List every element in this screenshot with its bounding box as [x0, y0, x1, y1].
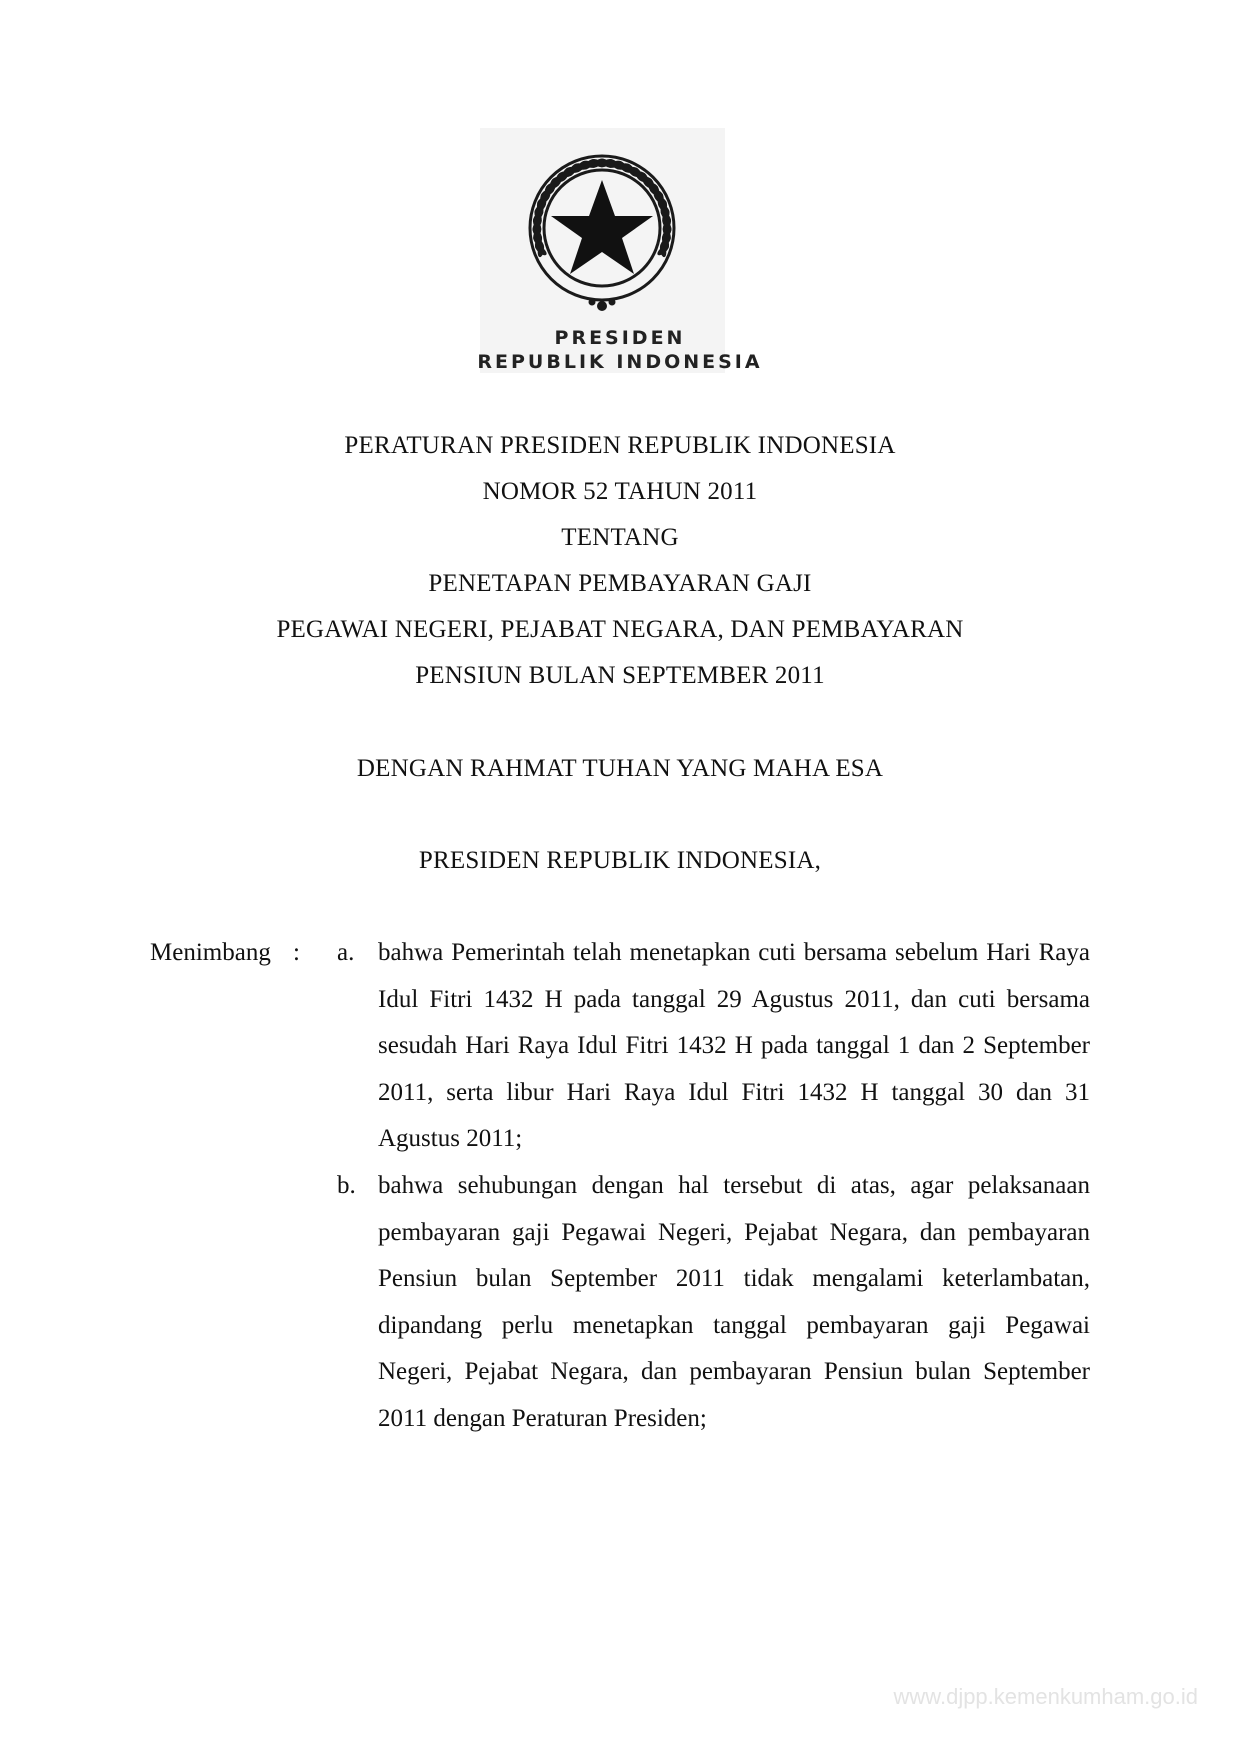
emblem-caption-president: PRESIDEN [554, 327, 686, 349]
considering-label: Menimbang [150, 939, 271, 966]
considering-item-text: bahwa sehubungan dengan hal tersebut di atas, agar pelaksanaan pembayaran gaji Pegawai Negeri, Pejabat Negara, dan pembayaran Pensiun bulan September 2011 tidak mengalami keterlambatan, dipandang perlu menetapkan tanggal pembayaran gaji Pegawai Negeri, Pejabat Negara, dan pembayaran Pensiun bulan September 2011 dengan Peraturan Presiden; [378, 1172, 1090, 1432]
watermark: www.djpp.kemenkumham.go.id [893, 1684, 1198, 1709]
invocation: DENGAN RAHMAT TUHAN YANG MAHA ESA [356, 755, 884, 782]
star-shape [551, 180, 653, 274]
considering-item-letter: a. [337, 939, 355, 966]
regulation-title: PERATURAN PRESIDEN REPUBLIK INDONESIA [344, 432, 896, 459]
emblem-caption-republic: REPUBLIK INDONESIA [477, 351, 763, 373]
regulation-subject-line-2: PEGAWAI NEGERI, PEJABAT NEGARA, DAN PEMBAYARAN [276, 616, 964, 643]
president-heading: PRESIDEN REPUBLIK INDONESIA, [418, 847, 822, 874]
regulation-number: NOMOR 52 TAHUN 2011 [482, 478, 758, 505]
regulation-subject-line-1: PENETAPAN PEMBAYARAN GAJI [428, 570, 812, 597]
regulation-about: TENTANG [561, 524, 679, 551]
considering-item-letter: b. [337, 1172, 356, 1199]
regulation-subject-line-3: PENSIUN BULAN SEPTEMBER 2011 [415, 662, 825, 689]
considering-item-text: bahwa Pemerintah telah menetapkan cuti bersama sebelum Hari Raya Idul Fitri 1432 H pada tanggal 29 Agustus 2011, dan cuti bersama sesudah Hari Raya Idul Fitri 1432 H pada tanggal 1 dan 2 September 2011, serta libur Hari Raya Idul Fitri 1432 H tanggal 30 dan 31 Agustus 2011; [378, 939, 1090, 1152]
considering-colon: : [293, 939, 300, 966]
